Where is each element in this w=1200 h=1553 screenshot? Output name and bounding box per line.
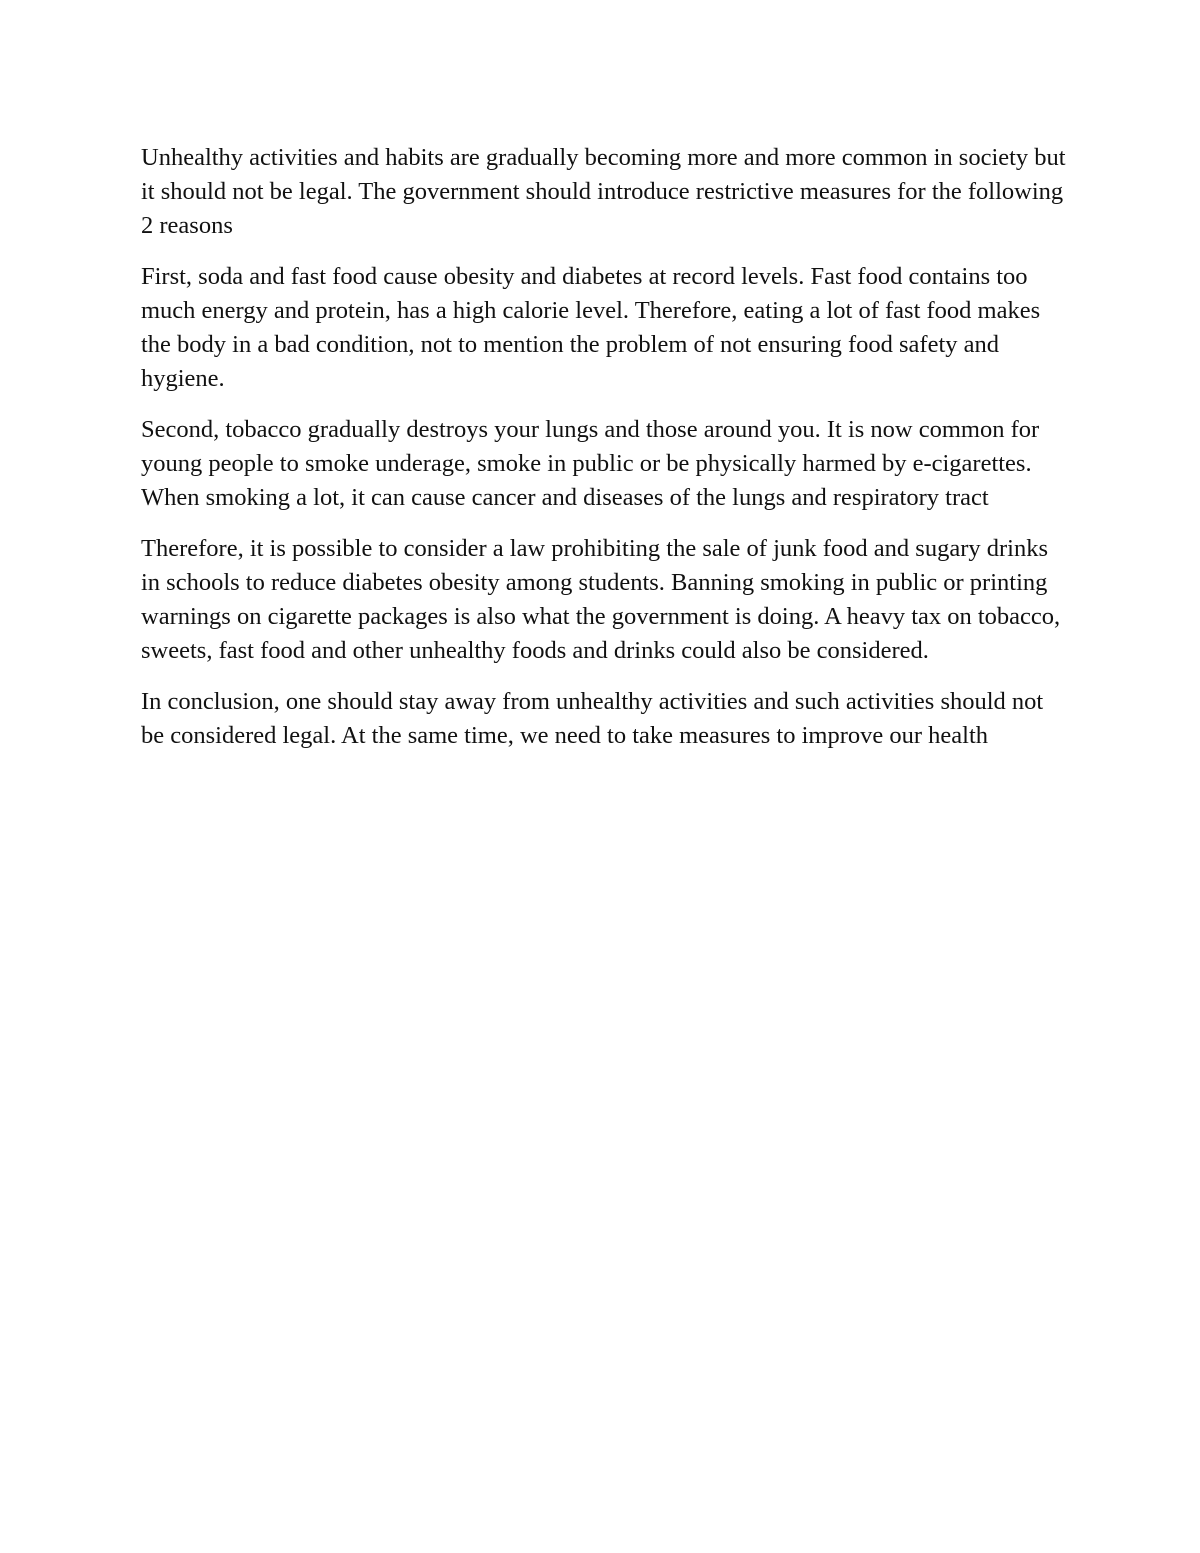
paragraph-intro: Unhealthy activities and habits are gradually becoming more and more common in society but it should not be legal. The government should introduce restrictive measures for the following 2 reasons (141, 144, 1066, 239)
document-body (141, 141, 1071, 770)
paragraph-first-reason: First, soda and fast food cause obesity and diabetes at record levels. Fast food contains too much energy and protein, has a high calorie level. Therefore, eating a lot of fast food makes the body in a bad condition, not to mention the problem of not ensuring food safety and hygiene. (141, 263, 1041, 392)
paragraph-second-reason: Second, tobacco gradually destroys your lungs and those around you. It is now common for young people to smoke underage, smoke in public or be physically harmed by e-cigarettes. When smoking a lot, it can cause cancer and diseases of the lungs and respiratory tract (141, 416, 1040, 511)
paragraph-conclusion: In conclusion, one should stay away from unhealthy activities and such activities should not be considered legal. At the same time, we need to take measures to improve our health (141, 688, 1044, 749)
paragraph-measures: Therefore, it is possible to consider a law prohibiting the sale of junk food and sugary drinks in schools to reduce diabetes obesity among students. Banning smoking in public or printing warnings on cigarette packages is also what the government is doing. A heavy tax on tobacco, sweets, fast food and other unhealthy foods and drinks could also be considered. (141, 535, 1061, 664)
